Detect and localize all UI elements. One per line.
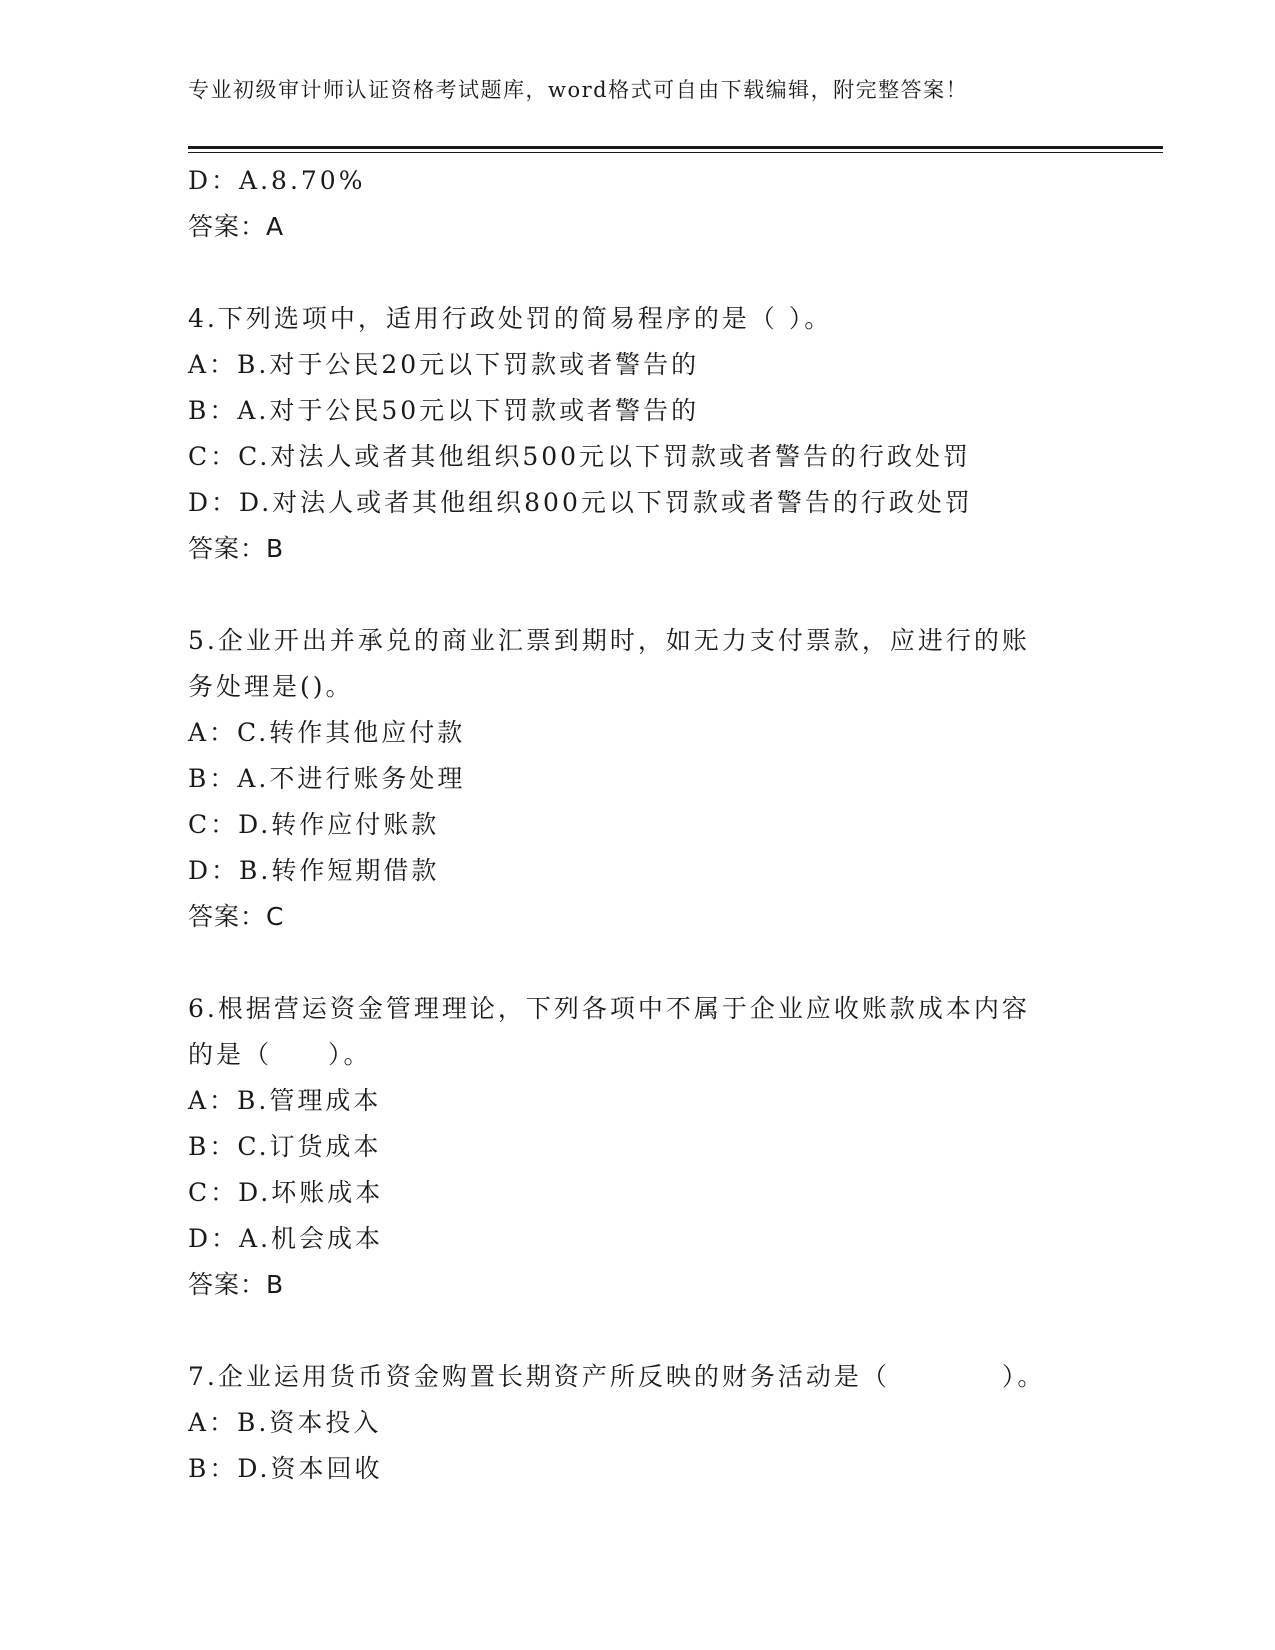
option-a: A：B.资本投入 [188,1408,382,1437]
question-stem: 5.企业开出并承兑的商业汇票到期时，如无力支付票款，应进行的账 [188,626,1030,655]
question-stem: 6.根据营运资金管理理论，下列各项中不属于企业应收账款成本内容 [188,994,1030,1023]
option-b: B：D.资本回收 [188,1454,383,1483]
question-5 [188,618,1068,940]
question-6 [188,986,1068,1308]
question-7 [188,1354,1068,1492]
option-d: D：A.机会成本 [188,1224,384,1253]
answer: 答案：B [188,1270,285,1299]
option-b: B：A.对于公民50元以下罚款或者警告的 [188,396,700,425]
question-stem: 4.下列选项中，适用行政处罚的简易程序的是（ ）。 [188,304,833,333]
option-c: C：D.坏账成本 [188,1178,384,1207]
header-divider-thin [188,152,1163,153]
question-stem-continued: 务处理是()。 [188,672,354,701]
header-divider-thick [188,146,1163,149]
question-stem-continued: 的是（ ）。 [188,1040,372,1069]
spacer [188,250,1068,296]
question-content [188,158,1068,1492]
answer: 答案：A [188,212,285,241]
option-c: C：D.转作应付账款 [188,810,440,839]
question-4 [188,296,1068,572]
option-b: B：A.不进行账务处理 [188,764,466,793]
option-b: B：C.订货成本 [188,1132,382,1161]
answer: 答案：B [188,534,285,563]
option-d: D：B.转作短期借款 [188,856,440,885]
option-d: D：D.对法人或者其他组织800元以下罚款或者警告的行政处罚 [188,488,973,517]
option-a: A：C.转作其他应付款 [188,718,466,747]
spacer [188,1308,1068,1354]
answer: 答案：C [188,902,285,931]
option-c: C：C.对法人或者其他组织500元以下罚款或者警告的行政处罚 [188,442,972,471]
page-header: 专业初级审计师认证资格考试题库，word格式可自由下载编辑，附完整答案！ [188,78,969,102]
spacer [188,940,1068,986]
question-stem: 7.企业运用货币资金购置长期资产所反映的财务活动是（ ）。 [188,1362,1046,1391]
option-a: A：B.管理成本 [188,1086,382,1115]
spacer [188,572,1068,618]
option-d: D：A.8.70% [188,166,366,195]
option-a: A：B.对于公民20元以下罚款或者警告的 [188,350,700,379]
